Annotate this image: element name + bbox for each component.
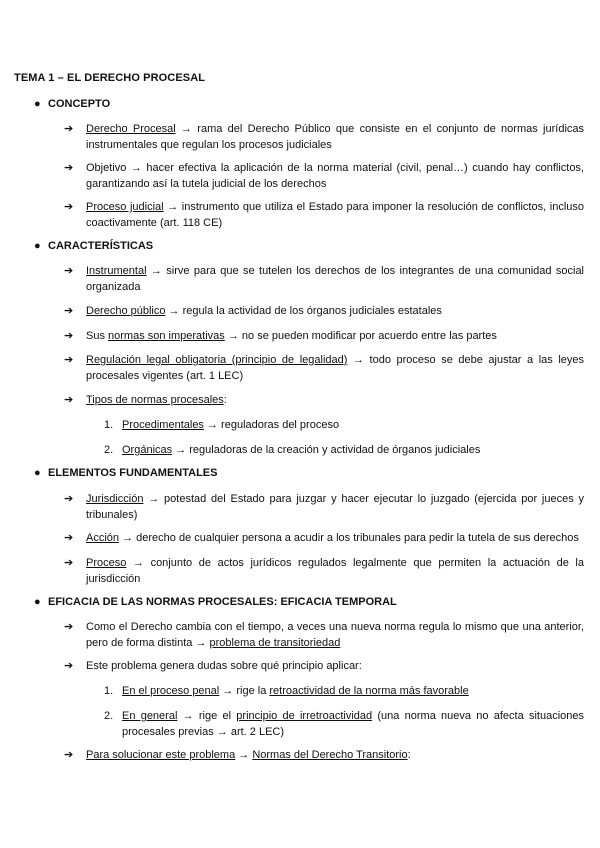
term: Derecho público [86, 305, 166, 317]
list-item [64, 121, 584, 153]
arrow-icon: ➔ [64, 660, 74, 672]
term: problema de transitoriedad [209, 637, 341, 649]
section-heading-text: CONCEPTO [48, 98, 111, 110]
list-item [64, 199, 584, 231]
arrow-icon: ➔ [64, 557, 74, 569]
term: Acción [86, 532, 120, 544]
sub-list-item [104, 683, 584, 699]
bullet-icon: ● [34, 596, 41, 608]
list-item [64, 747, 584, 763]
item-text: : [223, 394, 227, 406]
list-item [64, 530, 584, 546]
term: Tipos de normas procesales [86, 394, 224, 406]
item-text: → [235, 749, 253, 761]
arrow-icon: ➔ [64, 394, 74, 406]
list-item [64, 303, 584, 319]
item-text: → todo proceso se debe ajustar a las leyes procesales vigentes (art. 1 LEC) [86, 354, 584, 382]
list-item [64, 392, 584, 408]
term-secondary: Normas del Derecho Transitorio [252, 749, 408, 761]
item-prefix: Como el Derecho cambia con el tiempo, a veces una nueva norma regula lo mismo que una anterior, pero de forma distinta → [86, 621, 584, 649]
arrow-icon: ➔ [64, 305, 74, 317]
term: normas son imperativas [108, 330, 225, 342]
item-text: → rama del Derecho Público que consiste en el conjunto de normas jurídicas instrumentales que regulan los procesos judiciales [86, 123, 585, 151]
list-item [64, 619, 584, 651]
arrow-icon: ➔ [64, 354, 74, 366]
arrow-icon: ➔ [64, 621, 74, 633]
item-text: → rige el [177, 710, 237, 722]
item-text: Objetivo → hacer efectiva la aplicación de la norma material (civil, penal…) cuando hay conflictos, garantizando así la tutela judicial de los derechos [86, 162, 584, 190]
term: Proceso [86, 557, 127, 569]
item-prefix: Sus [86, 330, 109, 342]
item-text: → sirve para que se tutelen los derechos de los integrantes de una comunidad social organizada [86, 265, 584, 293]
list-item [64, 491, 584, 523]
term: En el proceso penal [122, 685, 220, 697]
item-text: → instrumento que utiliza el Estado para imponer la resolución de conflictos, incluso coactivamente (art. 118 CE) [86, 201, 585, 229]
arrow-icon: ➔ [64, 162, 74, 174]
term: Para solucionar este problema [86, 749, 236, 761]
list-item [64, 328, 584, 344]
item-text: → no se pueden modificar por acuerdo entre las partes [224, 330, 497, 342]
list-item [64, 658, 584, 674]
term: Proceso judicial [86, 201, 164, 213]
item-text: → conjunto de actos jurídicos regulados legalmente que permiten la actuación de la jurisdicción [86, 557, 584, 585]
section-heading-concepto [34, 98, 110, 110]
item-number: 2. [104, 710, 114, 722]
sub-list-item [104, 417, 584, 433]
section-heading-caracteristicas [34, 240, 153, 252]
bullet-icon: ● [34, 98, 41, 110]
item-number: 1. [104, 685, 114, 697]
arrow-icon: ➔ [64, 330, 74, 342]
section-heading-elementos [34, 467, 218, 479]
term: Procedimentales [122, 419, 204, 431]
arrow-icon: ➔ [64, 123, 74, 135]
bullet-icon: ● [34, 240, 41, 252]
term: Derecho Procesal [86, 123, 176, 135]
item-text: Este problema genera dudas sobre qué principio aplicar: [86, 660, 362, 672]
item-number: 2. [104, 444, 114, 456]
arrow-icon: ➔ [64, 749, 74, 761]
section-heading-text: EFICACIA DE LAS NORMAS PROCESALES: EFICACIA TEMPORAL [48, 596, 397, 608]
list-item [64, 160, 584, 192]
list-item [64, 555, 584, 587]
list-item [64, 263, 584, 295]
item-text: → rige la [219, 685, 270, 697]
item-text: → potestad del Estado para juzgar y hacer ejecutar lo juzgado (ejercida por jueces y tribunales) [86, 493, 584, 521]
bullet-icon: ● [34, 467, 41, 479]
arrow-icon: ➔ [64, 493, 74, 505]
item-number: 1. [104, 419, 114, 431]
section-heading-text: CARACTERÍSTICAS [48, 240, 154, 252]
item-text: → reguladoras del proceso [203, 419, 340, 431]
sub-list-item [104, 442, 584, 458]
item-text: → regula la actividad de los órganos judiciales estatales [165, 305, 442, 317]
page-title: TEMA 1 – EL DERECHO PROCESAL [14, 72, 206, 84]
term-secondary: retroactividad de la norma más favorable [269, 685, 469, 697]
section-heading-eficacia [34, 596, 397, 608]
term: En general [122, 710, 178, 722]
arrow-icon: ➔ [64, 532, 74, 544]
arrow-icon: ➔ [64, 201, 74, 213]
term-secondary: principio de irretroactividad [236, 710, 373, 722]
item-text: → reguladoras de la creación y actividad de órganos judiciales [172, 444, 481, 456]
item-text: : [407, 749, 411, 761]
section-heading-text: ELEMENTOS FUNDAMENTALES [48, 467, 218, 479]
term: Orgánicas [122, 444, 173, 456]
arrow-icon: ➔ [64, 265, 74, 277]
list-item [64, 352, 584, 384]
sub-list-item [104, 708, 584, 740]
term: Jurisdicción [86, 493, 144, 505]
item-text: (una norma nueva no afecta situaciones procesales previas → art. 2 LEC) [122, 710, 584, 738]
term: Regulación legal obligatoria (principio de legalidad) [86, 354, 348, 366]
item-text: → derecho de cualquier persona a acudir a los tribunales para pedir la tutela de sus derechos [119, 532, 579, 544]
term: Instrumental [86, 265, 147, 277]
